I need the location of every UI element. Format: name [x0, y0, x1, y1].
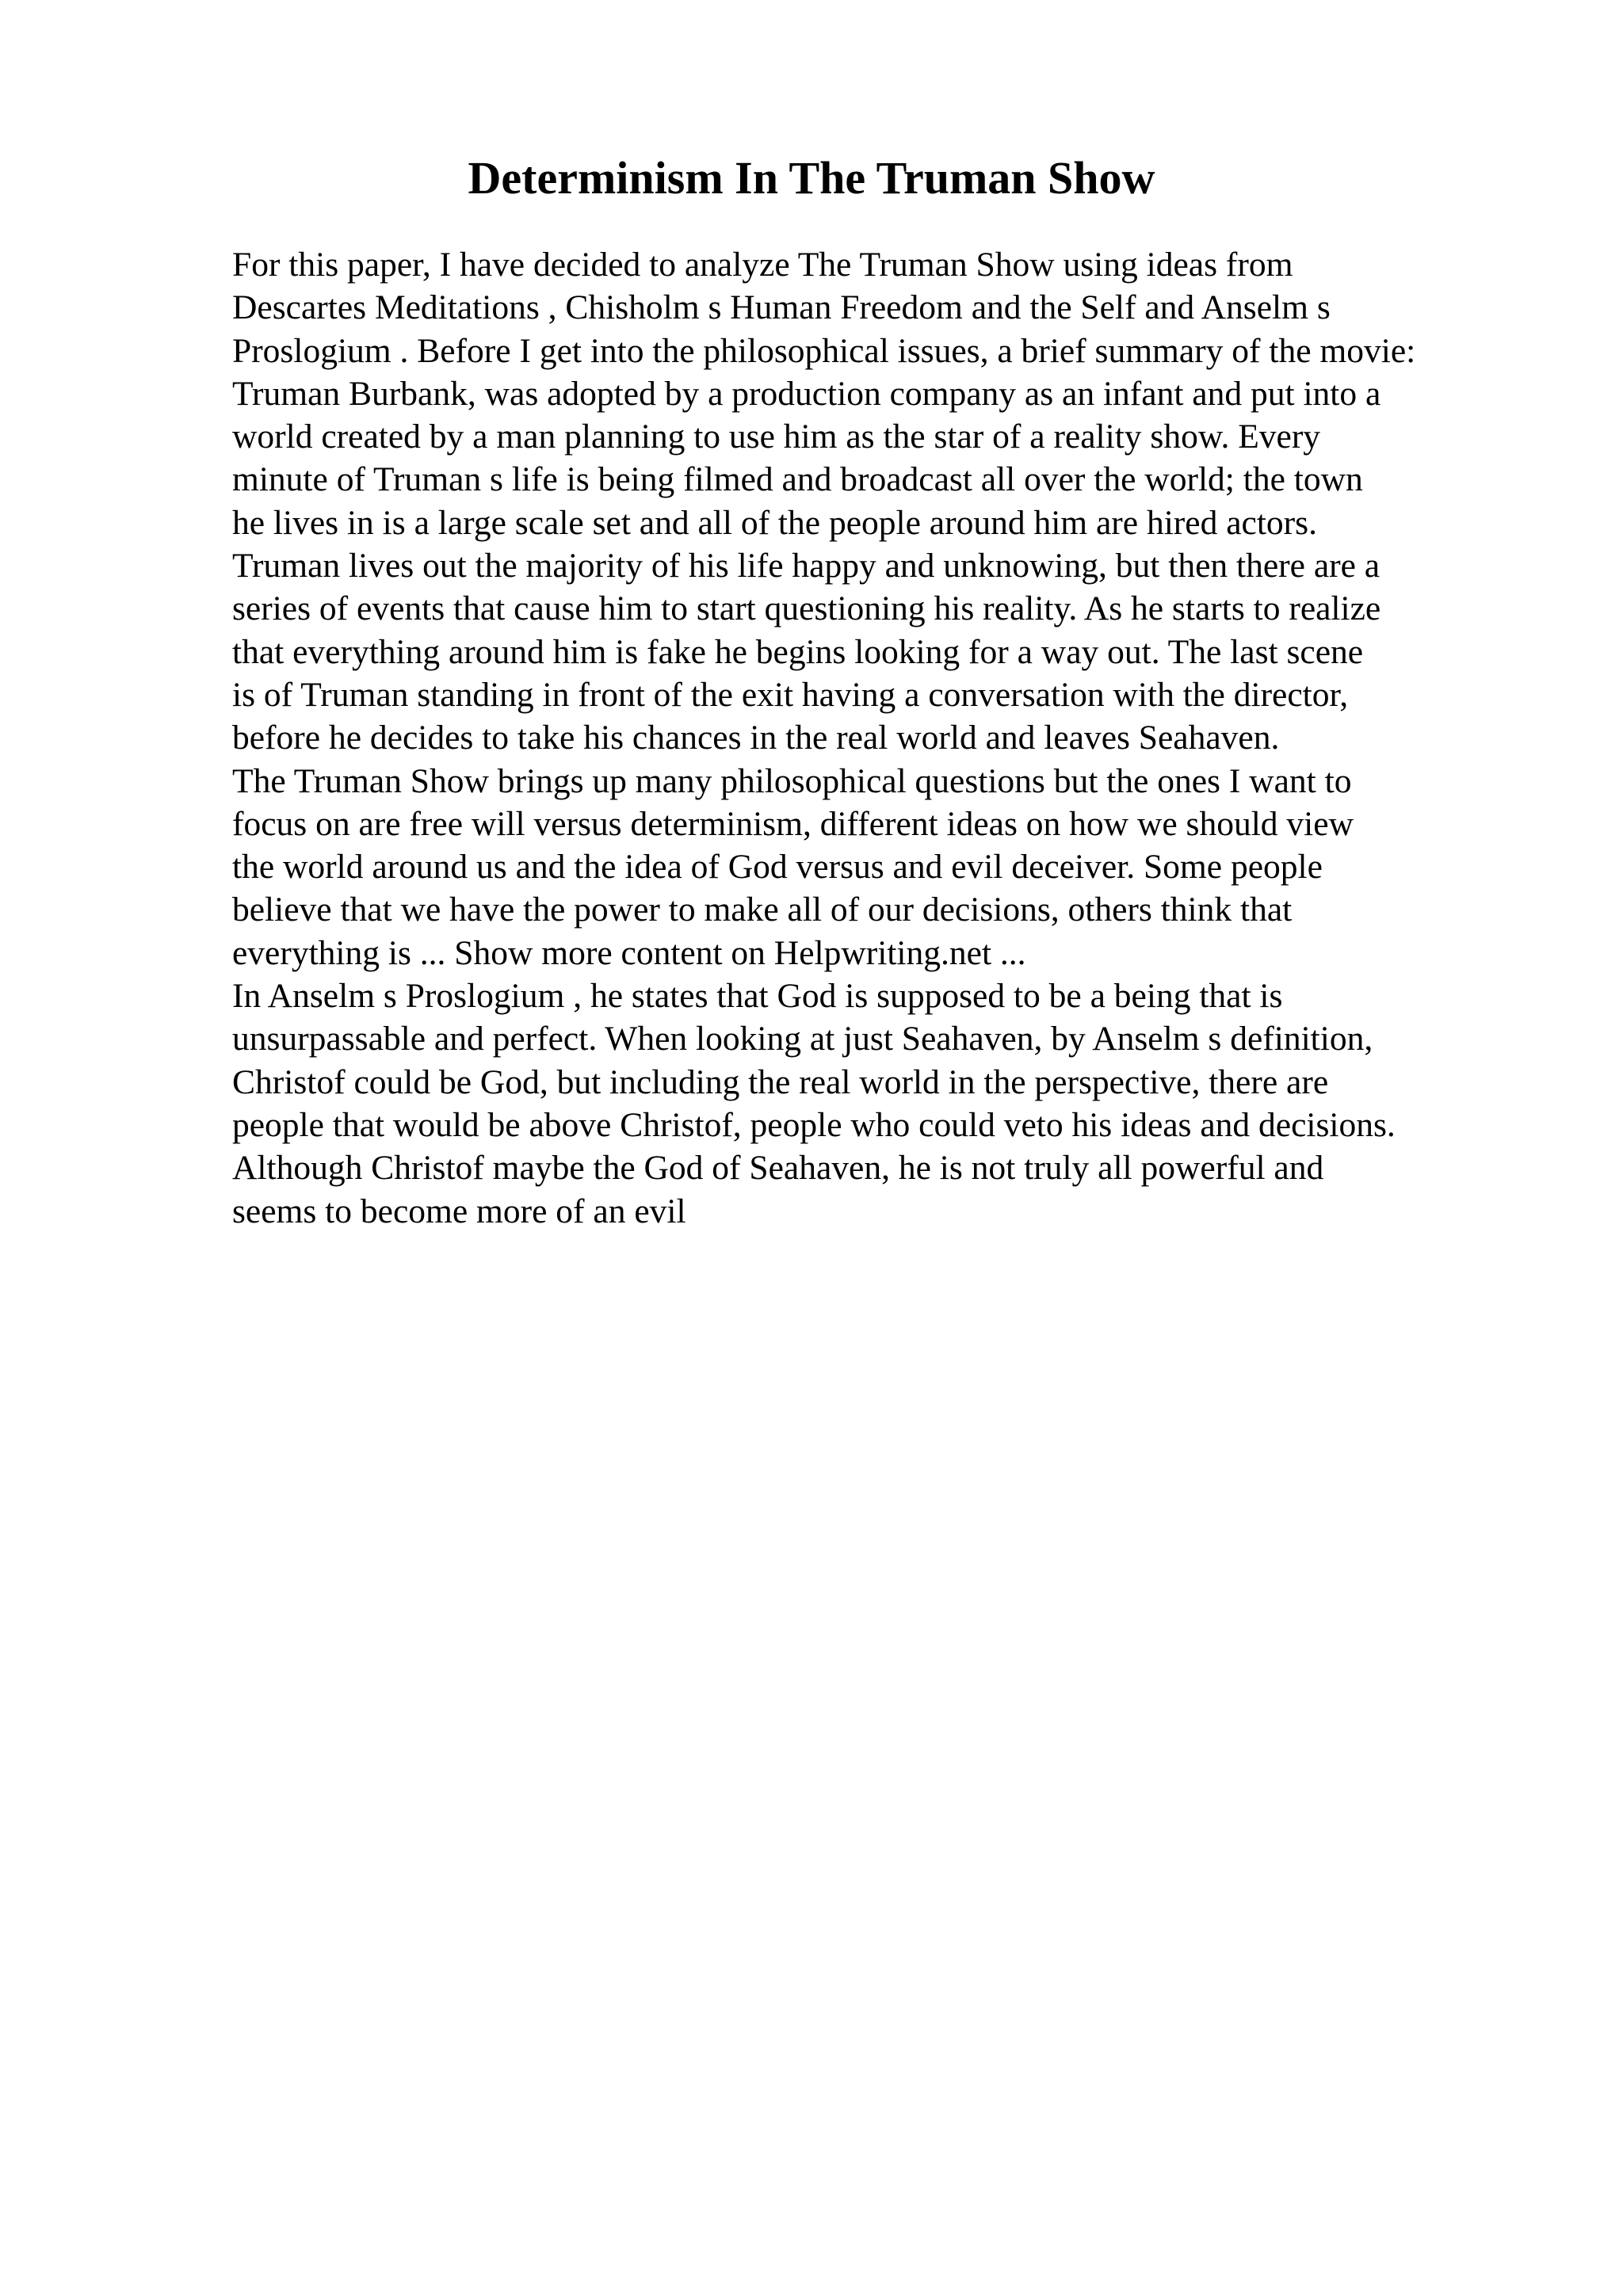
body-line: Truman Burbank, was adopted by a production company as an infant and put into a [232, 374, 1381, 413]
body-line: series of events that cause him to start questioning his reality. As he starts to realize [232, 589, 1381, 628]
body-line: The Truman Show brings up many philosophical questions but the ones I want to [232, 761, 1352, 800]
body-line: he lives in is a large scale set and all of the people around him are hired actors. [232, 503, 1317, 542]
body-line: everything is ... Show more content on Helpwriting.net ... [232, 933, 1026, 972]
body-line: focus on are free will versus determinism, different ideas on how we should view [232, 804, 1354, 843]
body-line: seems to become more of an evil [232, 1192, 686, 1230]
body-line: In Anselm s Proslogium , he states that God is supposed to be a being that is [232, 977, 1283, 1016]
body-line: Descartes Meditations , Chisholm s Human Freedom and the Self and Anselm s [232, 288, 1331, 327]
body-line: the world around us and the idea of God versus and evil deceiver. Some people [232, 848, 1323, 887]
body-line: before he decides to take his chances in the real world and leaves Seahaven. [232, 719, 1280, 757]
body-line: is of Truman standing in front of the exit having a conversation with the director, [232, 675, 1349, 714]
body-line: Although Christof maybe the God of Seahaven, he is not truly all powerful and [232, 1149, 1324, 1188]
body-line: minute of Truman s life is being filmed and broadcast all over the world; the town [232, 460, 1363, 499]
body-line: world created by a man planning to use him as the star of a reality show. Every [232, 418, 1321, 456]
document-body [232, 243, 1611, 1233]
body-line: For this paper, I have decided to analyze The Truman Show using ideas from [232, 246, 1293, 284]
body-line: unsurpassable and perfect. When looking at just Seahaven, by Anselm s definition, [232, 1020, 1373, 1058]
body-line: people that would be above Christof, people who could veto his ideas and decisions. [232, 1105, 1396, 1144]
body-line: believe that we have the power to make all of our decisions, others think that [232, 891, 1293, 929]
document-title: Determinism In The Truman Show [468, 152, 1155, 204]
body-line: Christof could be God, but including the real world in the perspective, there are [232, 1062, 1329, 1101]
body-line: Proslogium . Before I get into the philosophical issues, a brief summary of the movie: [232, 331, 1416, 370]
body-line: Truman lives out the majority of his life happy and unknowing, but then there are a [232, 547, 1381, 585]
body-line: that everything around him is fake he begins looking for a way out. The last scene [232, 632, 1364, 671]
